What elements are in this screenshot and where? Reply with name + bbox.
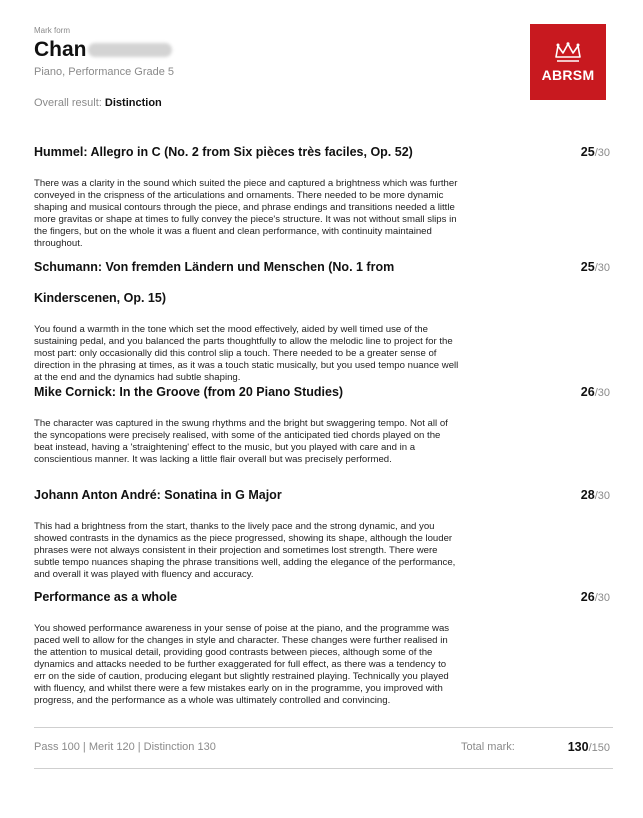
candidate-first-name: Chan (34, 38, 87, 61)
section-performance-whole (34, 582, 610, 707)
section-comment: You showed performance awareness in your sense of poise at the piano, and the programme was paced well to allow for the changes in style and character. These changes were further realised in the attention to musical detail, providing good contrasts between pieces, although some of the dynamics and attacks needed to be further exaggerated for full effect, as there was a tendency to err on the side of caution, producing elegant but slightly restrained playing. Technically you played with fluency, and whilst there were a few mistakes early on in the programme, you improved with progress, and the performance as a whole was ultimately controlled and convincing. (34, 623, 450, 706)
section-mark: 25/30 (580, 145, 610, 159)
candidate-name (34, 38, 172, 62)
overall-result-value: Distinction (104, 97, 162, 109)
logo-text: ABRSM (541, 66, 595, 83)
redaction-bar (88, 43, 172, 57)
mark-form-label: Mark form (34, 26, 70, 35)
overall-result (34, 97, 162, 109)
footer-bottom-divider (34, 768, 613, 769)
section-title: Johann Anton André: Sonatina in G Major (34, 488, 282, 502)
section-mark: 26/30 (580, 385, 610, 399)
subject-grade: Piano, Performance Grade 5 (34, 66, 175, 78)
section-cornick (34, 377, 610, 466)
section-title: Mike Cornick: In the Groove (from 20 Piano Studies) (34, 385, 344, 399)
section-comment: The character was captured in the swung rhythms and the bright but swaggering tempo. Not all of the syncopations were precisely realised, with some of the anticipated tied chords played on the beat instead, having a 'straightening' effect to the music, but you played with care and in a conscientious manner. It was lacking a little flair overall but was precisely performed. (34, 418, 448, 465)
section-title: Performance as a whole (34, 590, 178, 604)
section-comment: You found a warmth in the tone which set the mood effectively, aided by well timed use of the sustaining pedal, and you balanced the parts thoughtfully to allow the melodic line to project for the most part: only occasionally did this control slip a touch. There needed to be a greater sense of direction in the phrasing at times, as it was a touch static musically, but you used tempo nuance well at the end and the dynamics had subtle shaping. (34, 324, 459, 383)
abrsm-logo (530, 24, 606, 100)
section-hummel (34, 137, 610, 250)
section-andre (34, 480, 610, 581)
footer-top-divider (34, 727, 613, 728)
total-mark: 130/150 (567, 740, 610, 754)
grade-thresholds: Pass 100 | Merit 120 | Distinction 130 (34, 741, 216, 753)
section-schumann (34, 252, 610, 384)
section-comment: This had a brightness from the start, thanks to the lively pace and the strong dynamic, and you showed contrasts in the dynamics as the piece progressed, showing its shape, although the louder phrases were not always consistent in their projection and sometimes lost strength. There were subtle tempo nuances shaping the phrase transitions well, adding the elegance of the performance, and overall it was played with fluency and accuracy. (34, 521, 456, 580)
overall-result-label: Overall result: (34, 97, 102, 109)
total-mark-label: Total mark: (461, 741, 515, 753)
section-mark: 25/30 (580, 260, 610, 274)
section-comment: There was a clarity in the sound which suited the piece and captured a brightness which was further conveyed in the crispness of the articulations and ornaments. There needed to be more dynamic shaping and musical contours through the piece, and phrase endings and transitions needed a little more gravitas or shape at times to fully convey the piece's structure. It was not without small slips in the fingers, but on the whole it was a fluent and clean performance, with continuity maintained throughout. (34, 178, 458, 249)
section-mark: 28/30 (580, 488, 610, 502)
section-mark: 26/30 (580, 590, 610, 604)
section-title: Hummel: Allegro in C (No. 2 from Six pièces très faciles, Op. 52) (34, 145, 413, 159)
crown-icon (553, 42, 583, 64)
section-title: Schumann: Von fremden Ländern und Menschen (No. 1 from Kinderscenen, Op. 15) (34, 260, 395, 305)
